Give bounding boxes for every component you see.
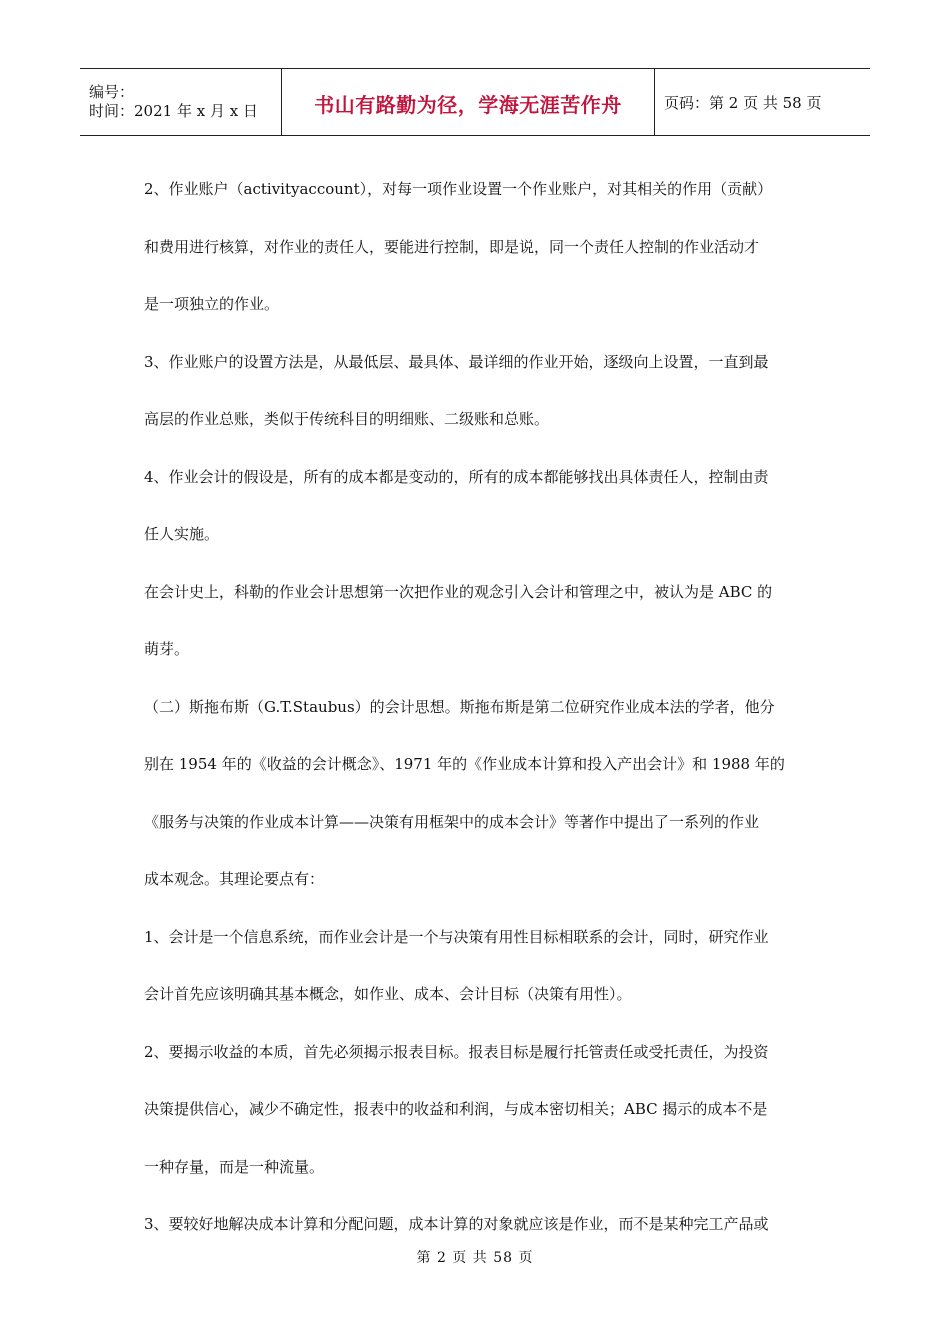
- document-header: [80, 68, 870, 136]
- document-body: [144, 161, 810, 1254]
- body-line: 3、要较好地解决成本计算和分配问题，成本计算的对象就应该是作业，而不是某种完工产品或: [144, 1215, 769, 1233]
- header-motto-cell: [282, 69, 655, 135]
- body-line: 2、作业账户（activityaccount），对每一项作业设置一个作业账户，对其相关的作用（贡献）: [144, 180, 773, 198]
- body-line: 高层的作业总账，类似于传统科目的明细账、二级账和总账。: [144, 410, 550, 428]
- body-line: 成本观念。其理论要点有：: [144, 870, 325, 888]
- body-line: 一种存量，而是一种流量。: [144, 1157, 325, 1176]
- body-line: 和费用进行核算，对作业的责任人，要能进行控制，即是说，同一个责任人控制的作业活动才: [144, 237, 760, 256]
- header-page-cell: [655, 69, 870, 135]
- footer-page-number: 第 2 页 共 58 页: [416, 1250, 534, 1266]
- body-line: 萌芽。: [144, 640, 190, 658]
- body-line: 4、作业会计的假设是，所有的成本都是变动的，所有的成本都能够找出具体责任人，控制由责: [144, 467, 769, 486]
- body-line: 会计首先应该明确其基本概念，如作业、成本、会计目标（决策有用性）。: [144, 985, 632, 1003]
- body-line: 《服务与决策的作业成本计算——决策有用框架中的成本会计》等著作中提出了一系列的作业: [144, 812, 760, 831]
- body-line: 1、会计是一个信息系统，而作业会计是一个与决策有用性目标相联系的会计，同时，研究作业: [144, 927, 769, 946]
- document-date-label: 时间：2021 年 x 月 x 日: [89, 102, 258, 120]
- body-line: 是一项独立的作业。: [144, 295, 280, 313]
- body-line: 决策提供信心，减少不确定性，报表中的收益和利润，与成本密切相关；ABC 揭示的成本不是: [144, 1100, 768, 1118]
- body-line: （二）斯拖布斯（G.T.Staubus）的会计思想。斯拖布斯是第二位研究作业成本法的学者，他分: [144, 697, 775, 716]
- body-line: 别在 1954 年的《收益的会计概念》、1971 年的《作业成本计算和投入产出会计》和 1988 年的: [144, 755, 785, 773]
- body-line: 在会计史上，科勒的作业会计思想第一次把作业的观念引入会计和管理之中，被认为是 ABC 的: [144, 582, 773, 601]
- body-line: 3、作业账户的设置方法是，从最低层、最具体、最详细的作业开始，逐级向上设置，一直到最: [144, 352, 769, 371]
- header-page-number: 页码：第 2 页 共 58 页: [664, 93, 822, 112]
- document-number-label: 编号：: [89, 83, 135, 101]
- body-line: 2、要揭示收益的本质，首先必须揭示报表目标。报表目标是履行托管责任或受托责任，为投资: [144, 1042, 769, 1061]
- body-line: 任人实施。: [144, 525, 220, 543]
- header-motto: 书山有路勤为径，学海无涯苦作舟: [314, 92, 622, 117]
- page-footer: [0, 1247, 950, 1267]
- header-meta-cell: [80, 69, 282, 135]
